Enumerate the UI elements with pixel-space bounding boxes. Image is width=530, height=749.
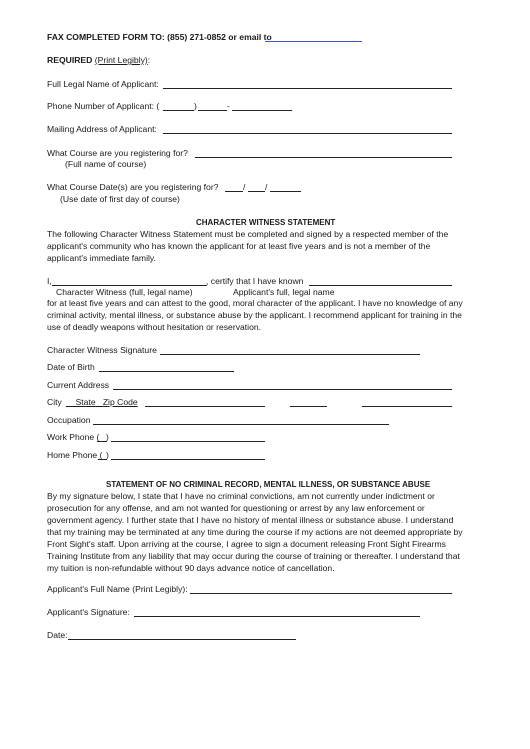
work-phone-label: Work Phone ( bbox=[47, 432, 100, 442]
dob-label: Date of Birth bbox=[47, 362, 95, 372]
phone-label: Phone Number of Applicant: ( bbox=[47, 101, 160, 111]
witness-intro-line: applicant's immediate family. bbox=[47, 253, 156, 263]
course-year-field[interactable] bbox=[270, 191, 301, 192]
witness-intro-line: applicant's community who has known the applicant for at least five years and is not a member of the bbox=[47, 241, 431, 251]
required-label: REQUIRED bbox=[47, 55, 93, 65]
phone-dash: - bbox=[227, 101, 230, 111]
witness-body-line: use of deadly weapons without hesitation or reservation. bbox=[47, 322, 262, 332]
course-month-field[interactable] bbox=[225, 191, 243, 192]
applicant-known-field[interactable] bbox=[309, 285, 452, 286]
city-label: City bbox=[47, 397, 62, 407]
witness-signature-label: Character Witness Signature bbox=[47, 345, 157, 355]
applicant-name-hint: Applicant's full, legal name bbox=[233, 287, 335, 297]
course-dates-label: What Course Date(s) are you registering for? bbox=[47, 182, 219, 192]
statement-line: government agency. I further state that I have no history of mental illness or substance abuse. I understand bbox=[47, 515, 454, 525]
full-name-label: Full Legal Name of Applicant: bbox=[47, 79, 159, 89]
witness-intro-line: The following Character Witness Statement must be completed and signed by a respected member of the bbox=[47, 229, 449, 239]
mailing-address-field[interactable] bbox=[163, 133, 452, 134]
required-colon: : bbox=[147, 55, 151, 65]
current-address-label: Current Address bbox=[47, 380, 110, 390]
statement-line: my tuition is non-refundable without 90 days advance notice of cancellation. bbox=[47, 563, 335, 573]
applicant-full-name-field[interactable] bbox=[190, 593, 452, 594]
phone-prefix-field[interactable] bbox=[198, 110, 227, 111]
witness-name-hint: Character Witness (full, legal name) bbox=[56, 287, 193, 297]
occupation-field[interactable] bbox=[93, 424, 389, 425]
state-zip-labels bbox=[66, 397, 138, 408]
witness-name-field[interactable] bbox=[52, 285, 207, 286]
home-phone-label: Home Phone ( bbox=[47, 450, 103, 460]
date-field[interactable] bbox=[68, 639, 296, 640]
full-name-field[interactable] bbox=[163, 88, 452, 89]
occupation-label: Occupation bbox=[47, 415, 91, 425]
dob-field[interactable] bbox=[99, 371, 234, 372]
state-label: State Zip Code bbox=[75, 397, 138, 407]
work-phone-paren: ) bbox=[106, 432, 109, 442]
city-state-zip-label bbox=[47, 397, 62, 408]
phone-area-code-field[interactable] bbox=[163, 110, 194, 111]
mailing-address-label: Mailing Address of Applicant: bbox=[47, 124, 157, 134]
date-separator: / bbox=[243, 182, 246, 192]
email-field[interactable] bbox=[265, 41, 362, 42]
course-field[interactable] bbox=[195, 157, 452, 158]
city-field[interactable] bbox=[145, 406, 265, 407]
statement-heading: STATEMENT OF NO CRIMINAL RECORD, MENTAL ILLNESS, OR SUBSTANCE ABUSE bbox=[106, 480, 431, 489]
applicant-full-name-label: Applicant's Full Name (Print Legibly): bbox=[47, 584, 188, 594]
statement-line: prosecution for any offense, and am not wanted for questioning or arrest by any law enforcement or bbox=[47, 503, 425, 513]
certify-text: , certify that I have known bbox=[206, 276, 304, 286]
statement-line: Front Sight's staff. Upon arriving at the course, I agree to sign a document releasing Front Sight Firearms bbox=[47, 539, 446, 549]
course-hint: (Full name of course) bbox=[65, 159, 147, 169]
applicant-signature-field[interactable] bbox=[134, 616, 420, 617]
home-phone-paren: ) bbox=[106, 450, 109, 460]
witness-body-line: for at least five years and can attest to the good, moral character of the applicant. I have no knowledge of any bbox=[47, 298, 463, 308]
statement-line: By my signature below, I state that I have no criminal convictions, am not currently under indictment or bbox=[47, 491, 435, 501]
witness-signature-field[interactable] bbox=[160, 354, 420, 355]
zip-code-field[interactable] bbox=[362, 406, 452, 407]
phone-number-field[interactable] bbox=[232, 110, 292, 111]
statement-line: that my training may be terminated at any time during the course if my actions are not deemed appropriate by bbox=[47, 527, 463, 537]
required-heading bbox=[47, 55, 150, 66]
i-label: I, bbox=[47, 276, 52, 286]
witness-body-line: criminal activity, mental illness, or substance abuse by the applicant. I recommend applicant for training in the bbox=[47, 310, 462, 320]
course-label: What Course are you registering for? bbox=[47, 148, 188, 158]
course-day-field[interactable] bbox=[248, 191, 265, 192]
phone-paren: ) bbox=[194, 101, 197, 111]
fax-instruction: FAX COMPLETED FORM TO: (855) 271-0852 or email to bbox=[47, 32, 272, 42]
course-dates-hint: (Use date of first day of course) bbox=[60, 194, 180, 204]
applicant-signature-label: Applicant's Signature: bbox=[47, 607, 130, 617]
print-legibly-hint: (Print Legibly) bbox=[94, 55, 148, 65]
state-field[interactable] bbox=[290, 406, 327, 407]
statement-line: Training Institute from any liability that may occur during the course of training or thereafter. I understand that bbox=[47, 551, 460, 561]
date-separator: / bbox=[265, 182, 268, 192]
home-phone-field[interactable] bbox=[111, 459, 265, 460]
witness-heading: CHARACTER WITNESS STATEMENT bbox=[196, 218, 336, 227]
date-label: Date: bbox=[47, 630, 68, 640]
work-phone-field[interactable] bbox=[111, 441, 265, 442]
current-address-field[interactable] bbox=[113, 389, 452, 390]
